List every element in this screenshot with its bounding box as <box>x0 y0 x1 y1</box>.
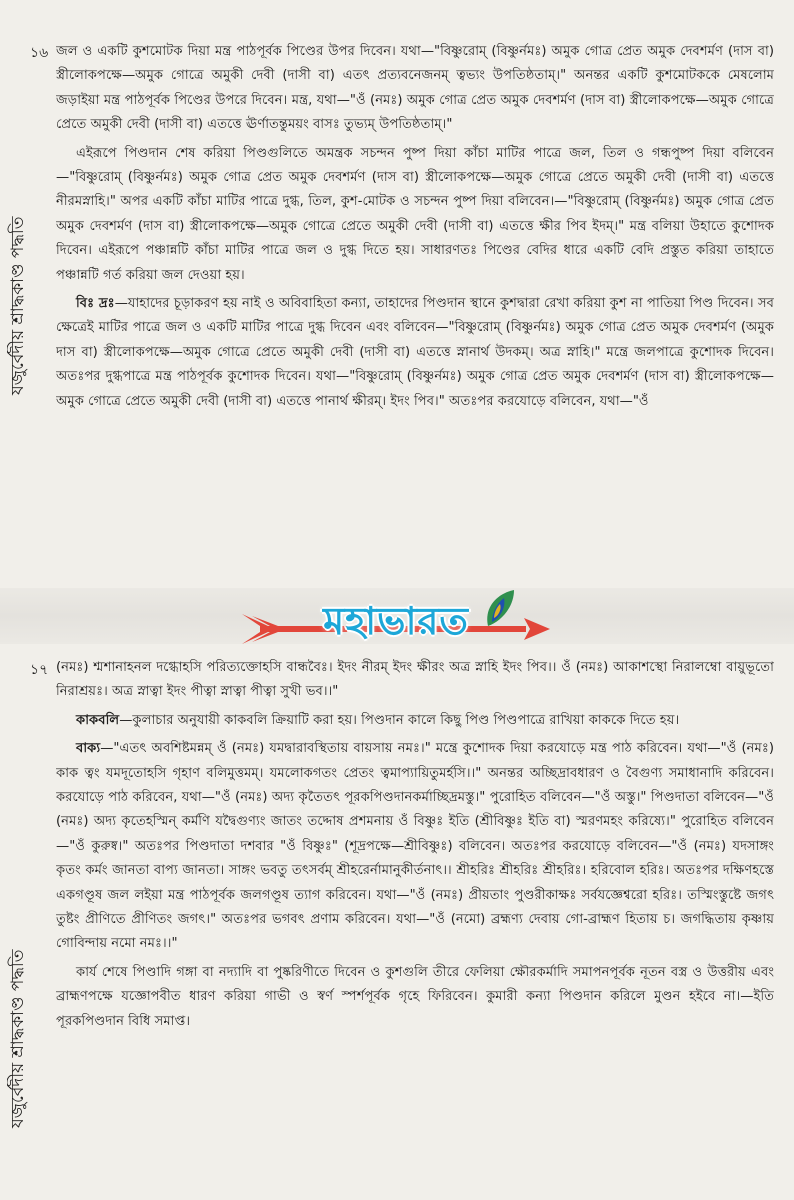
paragraph: জল ও একটি কুশমোটক দিয়া মন্ত্র পাঠপূর্বক পিণ্ডের উপর দিবেন। যথা—"বিষ্ণুরোম্ (বিষ্ণুর্নমঃ) অমুক গোত্র প্রেত অমুক দেবশর্মণ (দাস বা) স্ত্রীলোকপক্ষে—অমুক গোত্রে অমুকী দেবী (দাসী বা) এতৎ প্রত্যবনেজনম্ ত্বভ্যং উপতিষ্ঠতাম্।" অনন্তর একটি কুশমোটককে মেষলোম জড়াইয়া মন্ত্র পাঠপূর্বক পিণ্ডের উপরে দিবেন। মন্ত্র, যথা—"ওঁ (নমঃ) অমুক গোত্র প্রেত অমুক দেবশর্মণ (দাস বা) স্ত্রীলোকপক্ষে—অমুক গোত্রে প্রেতে অমুকী দেবী (দাসী বা) এতত্তে ঊর্ণাতন্তুময়ং বাসঃ তুভ্যম্ উপতিষ্ঠতাম্।" <box>56 44 774 133</box>
text-block-bottom <box>56 656 774 1186</box>
paragraph <box>56 292 774 414</box>
text-block-top <box>56 40 774 580</box>
paragraph: কার্য শেষে পিণ্ডাদি গঙ্গা বা নদ্যাদি বা পুষ্করিণীতে দিবেন ও কুশগুলি তীরে ফেলিয়া ক্ষৌরকর্মাদি সমাপনপূর্বক নূতন বস্ত্র ও উত্তরীয় এবং ব্রাহ্মণপক্ষে যজ্ঞোপবীত ধারণ করিয়া গাভী ও স্বর্ণ স্পর্শপূর্বক গৃহে ফিরিবেন। কুমারী কন্যা পিণ্ডদান করিলে মুণ্ডন হইবে না।—ইতি পূরকপিণ্ডদান বিধি সমাপ্ত। <box>56 964 774 1029</box>
page-number-top: ১৬ <box>30 45 49 61</box>
paragraph-text: —কুলাচার অনুযায়ী কাকবলি ক্রিয়াটি করা হয়। পিণ্ডদান কালে কিছু পিণ্ড পিণ্ডপাত্রে রাখিয়া কাককে দিতে হয়। <box>119 712 680 728</box>
watermark-logo <box>238 584 552 666</box>
paragraph: এইরূপে পিণ্ডদান শেষ করিয়া পিণ্ডগুলিতে অমন্ত্রক সচন্দন পুষ্প দিয়া কাঁচা মাটির পাত্রে জল, তিল ও গন্ধপুষ্প দিয়া বলিবেন—"বিষ্ণুরোম্ (বিষ্ণুর্নমঃ) অমুক গোত্র প্রেত অমুক দেবশর্মণ (দাস বা) স্ত্রীলোকপক্ষে—অমুক গোত্রে প্রেতে অমুকী দেবী (দাসী বা) এতত্তে নীরমস্নাহি।" অপর একটি কাঁচা মাটির পাত্রে দুগ্ধ, তিল, কুশ-মোটক ও সচন্দন পুষ্প দিয়া বলিবেন।—"বিষ্ণুরোম্ (বিষ্ণুর্নমঃ) অমুক গোত্র প্রেত অমুক দেবশর্মণ (দাস বা) স্ত্রীলোকপক্ষে—অমুক গোত্রে প্রেতে অমুকী দেবী (দাসী বা) এতত্তে ক্ষীর পিব ইদম্।" মন্ত্র বলিয়া উহাতে কুশোদক দিবেন। এইরূপে পঞ্চান্নটি কাঁচা মাটির পাত্রে জল ও দুগ্ধ দিতে হয়। সাধারণতঃ পিণ্ডের বেদির ধারে একটি বেদি প্রস্তুত করিয়া তাহাতে পঞ্চান্নটি গর্ত করিয়া জল দেওয়া হয়। <box>56 145 774 283</box>
side-running-title-top: যজুর্বেদীয় শ্রাদ্ধকাণ্ড পদ্ধতি <box>8 216 28 396</box>
section-label: কাকবলি <box>76 712 120 728</box>
page-number-bottom: ১৭ <box>30 662 49 678</box>
note-label: বিঃ দ্রঃ <box>76 296 115 312</box>
section-label: বাক্য <box>76 741 101 757</box>
logo-wordmark: মহাভারত <box>323 599 469 643</box>
paragraph-text: —"এতৎ অবশিষ্টমন্নম্ ওঁ (নমঃ) যমদ্বারাবস্থিতায় বায়সায় নমঃ।" মন্ত্রে কুশোদক দিয়া করযোড়ে মন্ত্র পাঠ করিবেন। যথা—"ওঁ (নমঃ) কাক ত্বং যমদূতোহসি গৃহাণ বলিমুত্তমম্। যমলোকগতং প্রেতং ত্বমাপ্যায়িতুমর্হসি।।" অনন্তর অচ্ছিদ্রাবধারণ ও বৈগুণ্য সমাধানাদি করিবেন। করযোড়ে পাঠ করিবেন, যথা—"ওঁ (নমঃ) অদ্য কৃতৈতৎ পূরকপিণ্ডদানকর্মাচ্ছিদ্রমস্তু।" পুরোহিত বলিবেন—"ওঁ অস্তু।" পিণ্ডদাতা বলিবেন—"ওঁ (নমঃ) অদ্য কৃতেহস্মিন্ কর্মণি যদ্বৈগুণ্যং জাতং তদ্দোষ প্রশমনায় ওঁ বিষ্ণুঃ ইতি (শ্রীবিষ্ণুঃ ইতি বা) স্মরণমহং করিষ্যে।" পুরোহিত বলিবেন—"ওঁ কুরুষ্ব।" অতঃপর পিণ্ডদাতা দশবার "ওঁ বিষ্ণুঃ" (শূদ্রপক্ষে—শ্রীবিষ্ণুঃ) বলিবেন। অতঃপর করযোড়ে বলিবেন—"ওঁ (নমঃ) যদসাঙ্গং কৃতং কর্মং জানতা বাপ্য জানতা। সাঙ্গং ভবতু তৎসর্বম্ শ্রীহরের্নামানুকীর্তনাৎ।। শ্রীহরিঃ শ্রীহরিঃ শ্রীহরিঃ। হরিবোল হরিঃ। অতঃপর দক্ষিণহস্তে একগণ্ডূষ জল লইয়া মন্ত্র পাঠপূর্বক জলগণ্ডূষ ত্যাগ করিবেন। যথা—"ওঁ (নমঃ) প্রীয়তাং পুণ্ডরীকাক্ষঃ সর্বযজ্ঞেশ্বরো হরিঃ। তস্মিংস্তুষ্টে জগৎ তুষ্টং প্রীণিতে প্রীণিতং জগৎ।" অতঃপর ভগবৎ প্রণাম করিবেন। যথা—"ওঁ (নমো) ব্রহ্মণ্য দেবায় গো-ব্রাহ্মণ হিতায় চ। জগদ্ধিতায় কৃষ্ণায় গোবিন্দায় নমো নমঃ।।" <box>56 741 774 952</box>
paragraph: (নমঃ) শ্মশানাহনল দগ্ধোহসি পরিত্যক্তোহসি বান্ধবৈঃ। ইদং নীরম্ ইদং ক্ষীরং অত্র স্নাহি ইদং পিব।। ওঁ (নমঃ) আকাশস্থো নিরালম্বো বায়ুভূতো নিরাশ্রয়ঃ। অত্র স্নাত্বা ইদং পীত্বা স্নাত্বা পীত্বা সুখী ভব।।" <box>56 660 774 700</box>
paragraph <box>56 737 774 957</box>
paragraph-text: —যাহাদের চূড়াকরণ হয় নাই ও অবিবাহিতা কন্যা, তাহাদের পিণ্ডদান স্থানে কুশদ্বারা রেখা করিয়া কুশ না পাতিয়া পিণ্ড দিবেন। সব ক্ষেত্রেই মাটির পাত্রে জল ও একটি মাটির পাত্রে দুগ্ধ দিবেন এবং বলিবেন—"বিষ্ণুরোম্ (বিষ্ণুর্নমঃ) অমুক গোত্র প্রেত অমুক দেবশর্মণ (অমুক দাস বা) স্ত্রীলোকপক্ষে—অমুক গোত্রে প্রেতে অমুকী দেবী (দাসী বা) এতত্তে স্নানার্থ উদকম্। অত্র স্নাহি।" মন্ত্রে জলপাত্রে কুশোদক দিবেন। অতঃপর দুগ্ধপাত্রে মন্ত্র পাঠপূর্বক কুশোদক দিবেন। যথা—"বিষ্ণুরোম্ (বিষ্ণুর্নমঃ) অমুক গোত্র প্রেত অমুক দেবশর্মণ (দাস বা) স্ত্রীলোকপক্ষে—অমুক গোত্রে প্রেতে অমুকী দেবী (দাসী বা) এতত্তে পানার্থ ক্ষীরম্। ইদং পিব।" অতঃপর করযোড়ে বলিবেন, যথা—"ওঁ <box>56 296 774 409</box>
paragraph <box>56 709 774 733</box>
side-running-title-bottom: যজুর্বেদীয় শ্রাদ্ধকাণ্ড পদ্ধতি <box>8 949 28 1129</box>
